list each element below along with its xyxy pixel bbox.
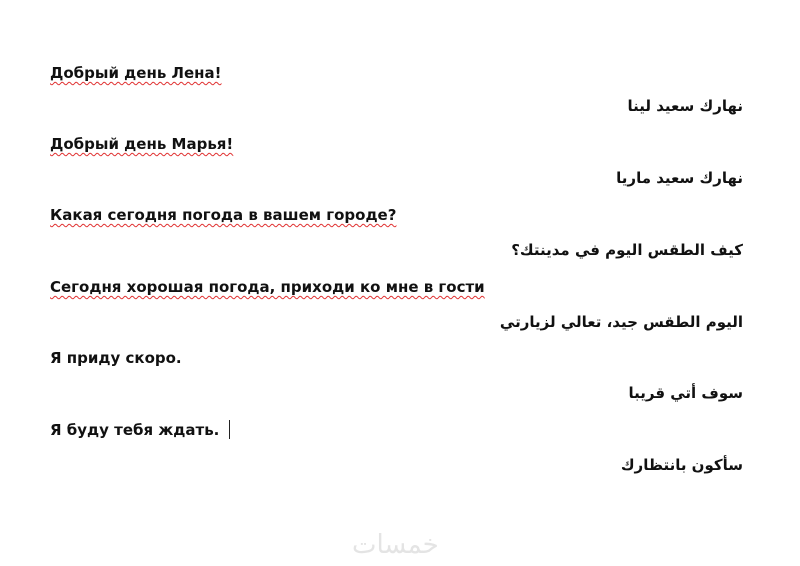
watermark-logo: خمسات — [352, 530, 439, 560]
arabic-text: كيف الطقس اليوم في مدينتك؟ — [511, 241, 743, 259]
arabic-line-3[interactable] — [511, 240, 743, 260]
text-cursor — [229, 420, 230, 439]
arabic-text: سأكون بانتظارك — [620, 456, 743, 474]
russian-text: Я буду тебя ждать. — [50, 421, 220, 439]
russian-line-1[interactable] — [50, 63, 222, 83]
russian-line-2[interactable] — [50, 134, 233, 154]
arabic-text: سوف أتي قريبا — [628, 384, 743, 402]
russian-text: Добрый день Марья! — [50, 135, 234, 153]
arabic-text: اليوم الطقس جيد، تعالي لزيارتي — [499, 313, 743, 331]
russian-line-5[interactable] — [50, 348, 182, 368]
russian-text: Сегодня хорошая погода, приходи ко мне в гости — [50, 278, 485, 296]
russian-text: Я приду скоро. — [50, 349, 182, 367]
arabic-line-1[interactable] — [627, 96, 743, 116]
arabic-line-5[interactable] — [628, 383, 743, 403]
arabic-line-4[interactable] — [500, 312, 743, 332]
russian-line-6[interactable] — [50, 420, 230, 440]
arabic-line-2[interactable] — [616, 168, 743, 188]
arabic-line-6[interactable] — [621, 455, 743, 475]
arabic-text: نهارك سعيد لينا — [627, 97, 743, 115]
russian-text: Какая сегодня погода в вашем городе? — [50, 206, 397, 224]
russian-line-3[interactable] — [50, 205, 396, 225]
russian-line-4[interactable] — [50, 277, 485, 297]
russian-text: Добрый день Лена! — [50, 64, 222, 82]
arabic-text: نهارك سعيد ماريا — [616, 169, 743, 187]
